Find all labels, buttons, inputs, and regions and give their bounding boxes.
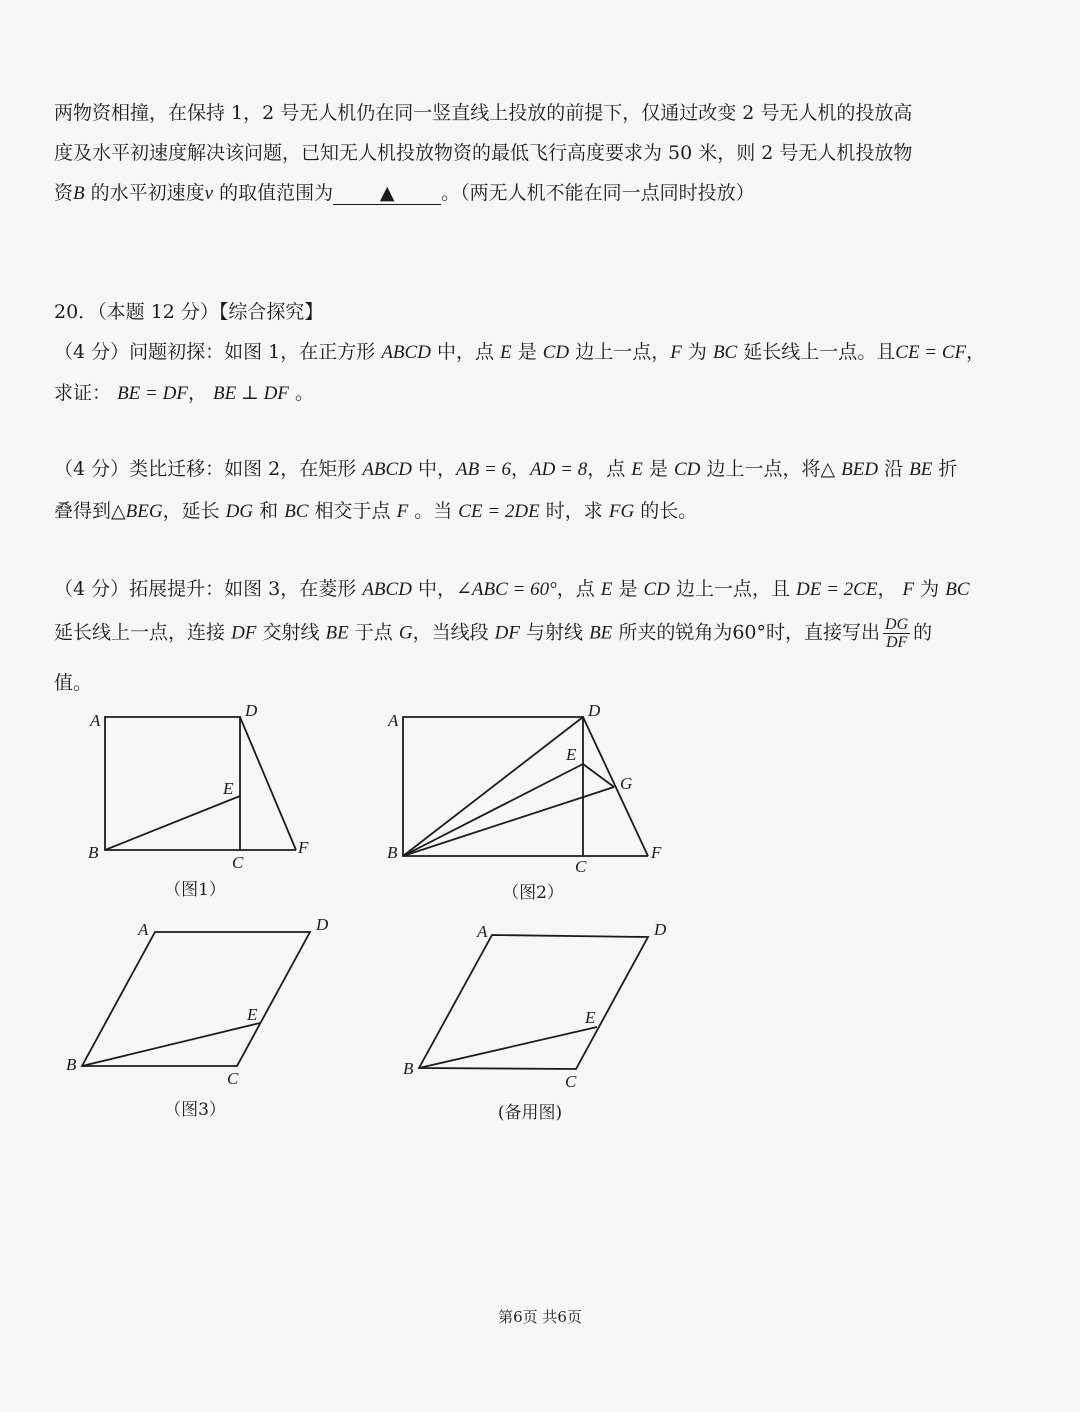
label-a: A bbox=[388, 711, 399, 730]
math: CD bbox=[542, 342, 570, 363]
rhombus-abcd bbox=[419, 935, 648, 1069]
label-f: F bbox=[298, 838, 309, 857]
text: 是 bbox=[618, 578, 638, 600]
math: BE bbox=[325, 622, 349, 644]
text: 边上一点，且 bbox=[675, 578, 790, 600]
segment-be bbox=[82, 1023, 260, 1066]
math: ABCD bbox=[362, 579, 412, 600]
figure-2-caption: （图2） bbox=[502, 883, 564, 903]
figure-3-caption: （图3） bbox=[164, 1100, 226, 1120]
label-c: C bbox=[232, 853, 244, 872]
fraction-denominator: DF bbox=[885, 634, 908, 651]
math: F bbox=[396, 501, 409, 522]
figure-1 bbox=[88, 701, 309, 872]
text: 中， bbox=[417, 458, 456, 480]
text: ， bbox=[966, 341, 986, 363]
math: BE ⊥ DF bbox=[213, 383, 289, 404]
text: 延长线上一点，连接 bbox=[54, 621, 226, 644]
text: 。当 bbox=[414, 500, 453, 522]
text: 时，直接写出 bbox=[766, 621, 881, 644]
math: B bbox=[73, 183, 85, 204]
math: DF bbox=[231, 622, 257, 644]
text: 边上一点，将△ bbox=[706, 458, 836, 480]
fraction-numerator: DG bbox=[885, 616, 909, 633]
math: BED bbox=[841, 459, 879, 480]
segment-eg bbox=[583, 764, 614, 787]
math: DF bbox=[494, 622, 520, 644]
math: CE = 2DE bbox=[458, 501, 540, 522]
figure-2 bbox=[387, 701, 662, 876]
text: 相交于点 bbox=[314, 500, 391, 522]
q19-line-1: 两物资相撞，在保持 1，2 号无人机仍在同一竖直线上投放的前提下，仅通过改变 2 号无人机的投放高 bbox=[54, 102, 913, 124]
label-e: E bbox=[585, 1008, 596, 1027]
text: （4 分）问题初探：如图 1，在正方形 bbox=[54, 341, 376, 363]
page-footer: 第6页 共6页 bbox=[498, 1308, 582, 1326]
math: AB = 6 bbox=[455, 459, 512, 480]
text: ，当线段 bbox=[412, 621, 489, 644]
text: 的 bbox=[913, 621, 933, 644]
label-a: A bbox=[477, 922, 488, 941]
math: CD bbox=[643, 579, 670, 600]
q19-line-2: 度及水平初速度解决该问题，已知无人机投放物资的最低飞行高度要求为 50 米，则 2 号无人机投放物 bbox=[54, 142, 913, 164]
text: 折 bbox=[938, 458, 958, 480]
math: AD = 8 bbox=[530, 459, 588, 480]
label-c: C bbox=[227, 1069, 239, 1088]
math: F bbox=[902, 579, 915, 600]
text: 求证： bbox=[54, 382, 112, 404]
label-b: B bbox=[88, 843, 99, 862]
text: 是 bbox=[648, 458, 668, 480]
math: FG bbox=[608, 501, 635, 522]
text: 是 bbox=[517, 341, 537, 363]
segment-be bbox=[105, 796, 240, 850]
math: ABCD bbox=[381, 342, 431, 363]
math: BC bbox=[945, 579, 970, 600]
math: ABCD bbox=[362, 459, 412, 480]
segment-df bbox=[240, 717, 296, 850]
text: 。（两无人机不能在同一点同时投放） bbox=[441, 182, 755, 204]
text: ， bbox=[511, 458, 531, 480]
math: G bbox=[398, 622, 413, 644]
text: 60° bbox=[732, 621, 767, 644]
math: BC bbox=[712, 342, 738, 363]
label-e: E bbox=[223, 779, 234, 798]
label-g: G bbox=[620, 774, 633, 793]
figure-4 bbox=[403, 920, 667, 1091]
text: 延长线上一点。且 bbox=[743, 341, 896, 363]
text: ，点 bbox=[587, 458, 626, 480]
math: BEG bbox=[125, 501, 163, 522]
text: 的水平初速度 bbox=[84, 182, 205, 204]
text: 与射线 bbox=[526, 621, 584, 644]
text: （4 分）拓展提升：如图 3，在菱形 bbox=[54, 578, 357, 600]
math: CE = CF bbox=[895, 342, 967, 363]
figure-1-caption: （图1） bbox=[164, 880, 226, 900]
label-f: F bbox=[651, 843, 662, 862]
square-abcd bbox=[105, 717, 240, 850]
text: 沿 bbox=[884, 458, 904, 480]
label-d: D bbox=[588, 701, 601, 720]
label-c: C bbox=[575, 857, 587, 876]
label-a: A bbox=[90, 711, 101, 730]
math: E bbox=[631, 459, 643, 480]
math: BE = DF bbox=[117, 383, 188, 404]
text: 所夹的锐角为 bbox=[618, 621, 733, 644]
math: DG bbox=[225, 501, 254, 522]
label-b: B bbox=[66, 1055, 77, 1074]
math: DE = 2CE bbox=[796, 579, 878, 600]
text: 和 bbox=[259, 500, 279, 522]
math: F bbox=[670, 342, 682, 363]
segment-be bbox=[419, 1027, 597, 1068]
text: 叠得到△ bbox=[54, 500, 126, 522]
q20-part3-line-3: 值。 bbox=[54, 672, 93, 694]
label-a: A bbox=[138, 920, 149, 939]
text: 中， bbox=[417, 578, 456, 600]
math: CD bbox=[673, 459, 701, 480]
text: 。 bbox=[294, 382, 314, 404]
label-b: B bbox=[403, 1059, 414, 1078]
label-b: B bbox=[387, 843, 398, 862]
label-d: D bbox=[654, 920, 667, 939]
label-e: E bbox=[247, 1005, 258, 1024]
math: BE bbox=[589, 622, 613, 644]
text: 交射线 bbox=[262, 621, 320, 644]
text: ， bbox=[877, 578, 897, 600]
text: 为 bbox=[920, 578, 940, 600]
text: 中，点 bbox=[436, 341, 494, 363]
figure-4-caption: (备用图) bbox=[497, 1103, 563, 1123]
text: 的取值范围为 bbox=[213, 182, 334, 204]
text: ， bbox=[187, 382, 207, 404]
math: BC bbox=[284, 501, 309, 522]
text: ，延长 bbox=[162, 500, 220, 522]
label-d: D bbox=[316, 915, 329, 934]
math: v bbox=[204, 183, 214, 204]
text: ，点 bbox=[556, 578, 595, 600]
text: 为 bbox=[687, 341, 707, 363]
text: 资 bbox=[54, 182, 74, 204]
answer-blank: ▲ bbox=[333, 182, 441, 205]
text: 时，求 bbox=[545, 500, 603, 522]
q20-title: 20．（本题 12 分）【综合探究】 bbox=[54, 301, 324, 323]
label-d: D bbox=[245, 701, 258, 720]
segment-bd bbox=[403, 717, 583, 856]
text: 边上一点， bbox=[575, 341, 671, 363]
math: E bbox=[500, 342, 512, 363]
math: E bbox=[600, 579, 613, 600]
segment-be bbox=[403, 764, 583, 856]
rhombus-abcd bbox=[82, 932, 310, 1066]
text: （4 分）类比迁移：如图 2，在矩形 bbox=[54, 458, 357, 480]
math: ∠ABC = 60° bbox=[455, 579, 557, 600]
math: BE bbox=[909, 459, 933, 480]
label-c: C bbox=[565, 1072, 577, 1091]
figure-3 bbox=[66, 915, 329, 1088]
segment-df bbox=[583, 717, 648, 856]
label-e: E bbox=[566, 745, 577, 764]
text: 于点 bbox=[354, 621, 393, 644]
text: 的长。 bbox=[640, 500, 698, 522]
